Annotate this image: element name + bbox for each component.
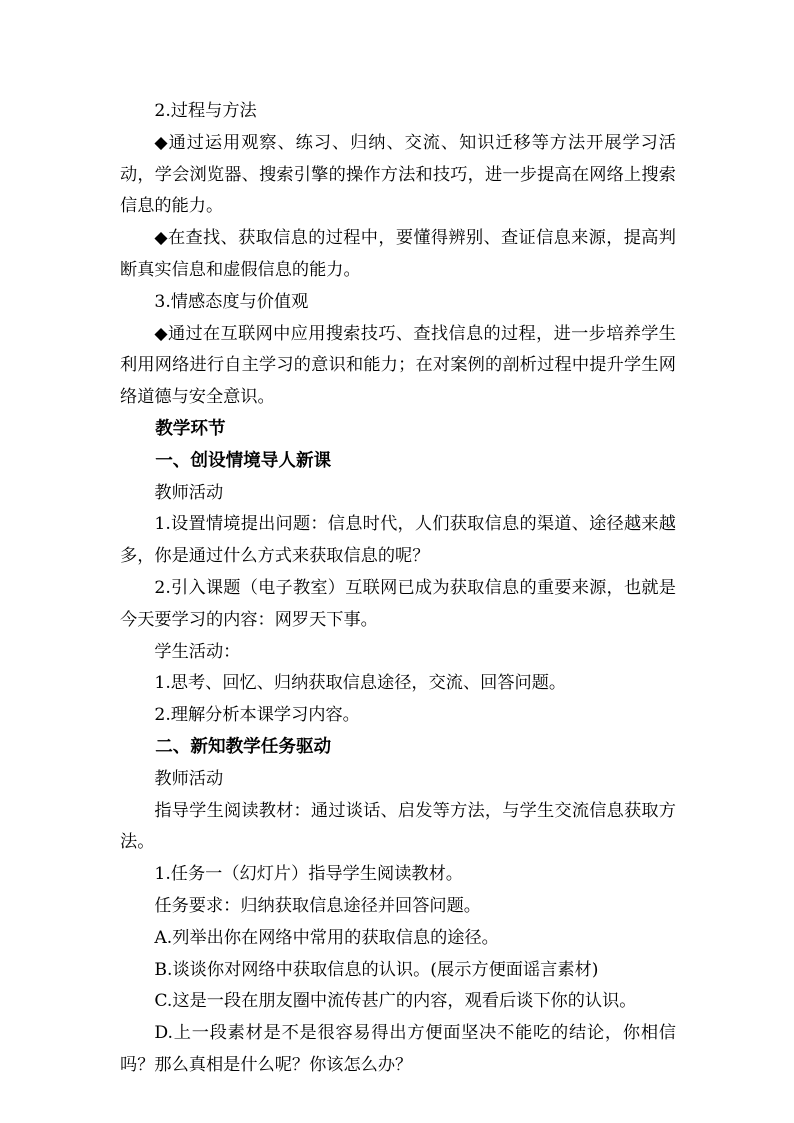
bold-heading: 教学环节 (155, 418, 226, 439)
list-item: D.上一段素材是不是很容易得出方便面坚决不能吃的结论，你相信吗？那么真相是什么呢？你该怎么办？ (120, 1023, 676, 1075)
paragraph: 指导学生阅读教材：通过谈话、启发等方法，与学生交流信息获取方法。 (120, 800, 676, 853)
paragraph: 1.思考、回忆、归纳获取信息途径，交流、回答问题。 (154, 673, 567, 694)
paragraph: 教师活动 (154, 482, 224, 503)
list-item: A.列举出你在网络中常用的获取信息的途径。 (154, 927, 499, 948)
section-heading: 2.过程与方法 (154, 101, 257, 121)
list-item: C.这是一段在朋友圈中流传甚广的内容，观看后谈下你的认识。 (154, 991, 637, 1012)
bullet-paragraph: ◆通过在互联网中应用搜索技巧、查找信息的过程，进一步培养学生利用网络进行自主学习的意识和能力；在对案例的剖析过程中提升学生网络道德与安全意识。 (120, 323, 676, 408)
bullet-paragraph: ◆通过运用观察、练习、归纳、交流、知识迁移等方法开展学习活动，学会浏览器、搜索引擎的操作方法和技巧，进一步提高在网络上搜索信息的能力。 (120, 132, 676, 217)
paragraph: 1.任务一（幻灯片）指导学生阅读教材。 (154, 864, 463, 885)
paragraph: 2.引入课题（电子教室）互联网已成为获取信息的重要来源，也就是今天要学习的内容：网罗天下事。 (120, 577, 676, 630)
bold-heading: 二、新知教学任务驱动 (155, 736, 332, 757)
paragraph: 2.理解分析本课学习内容。 (154, 705, 360, 726)
list-item: B.谈谈你对网络中获取信息的认识。(展示方便面谣言素材) (154, 959, 599, 980)
paragraph: 学生活动： (154, 641, 241, 662)
bold-heading: 一、创设情境导人新课 (155, 450, 332, 471)
paragraph: 任务要求：归纳获取信息途径并回答问题。 (154, 895, 481, 916)
paragraph: 1.设置情境提出问题：信息时代，人们获取信息的渠道、途径越来越多，你是通过什么方式来获取信息的呢？ (120, 514, 676, 567)
section-heading: 3.情感态度与价值观 (154, 291, 309, 312)
paragraph: 教师活动 (154, 768, 224, 789)
document-page (120, 96, 676, 1082)
bullet-paragraph: ◆在查找、获取信息的过程中，要懂得辨别、查证信息来源，提高判断真实信息和虚假信息的能力。 (120, 228, 676, 280)
